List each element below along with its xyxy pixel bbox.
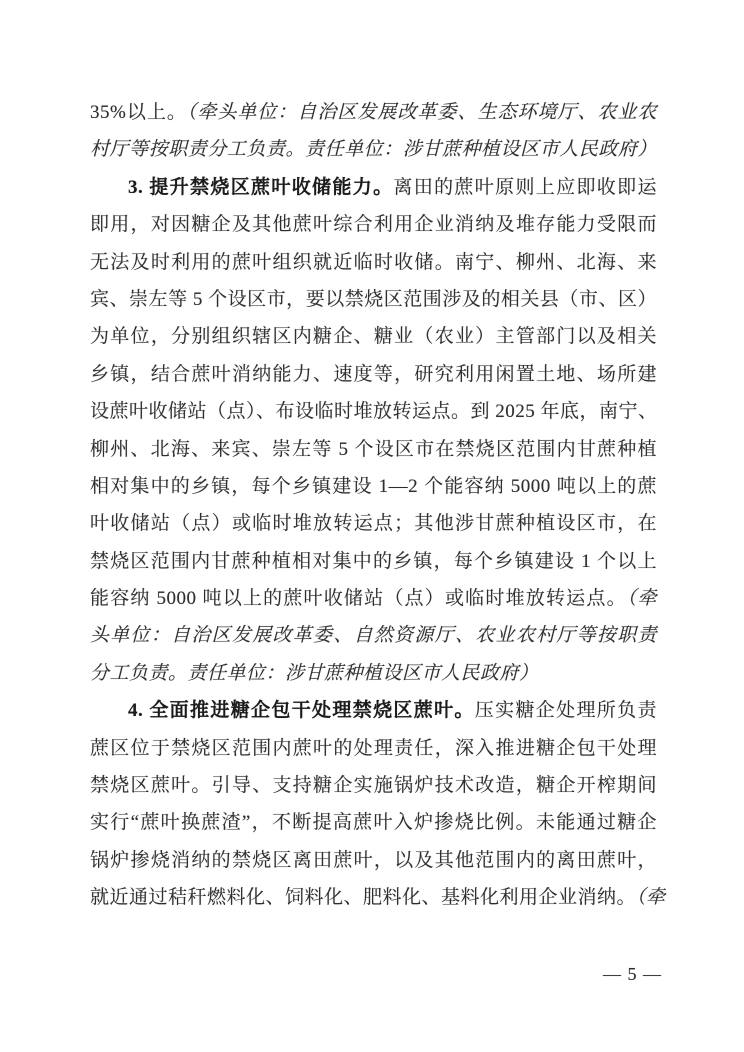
text-line xyxy=(90,804,657,841)
text-segment-body: 即用，对因糖企及其他蔗叶综合利用企业消纳及堆存能力受限而 xyxy=(90,214,657,236)
text-segment-body: 压实糖企处理所负责 xyxy=(474,700,657,722)
text-segment-body: 就近通过秸秆燃料化、饲料化、肥料化、基料化利用企业消纳。 xyxy=(90,887,637,909)
text-line xyxy=(90,94,657,131)
page-number: — 5 — xyxy=(603,964,662,984)
text-segment-kai: （牵头单位：自治区发展改革委、生态环境厅、农业农 xyxy=(186,102,657,123)
text-segment-kai: （牵 xyxy=(626,588,657,610)
text-segment-body: 乡镇，结合蔗叶消纳能力、速度等，研究利用闲置土地、场所建 xyxy=(90,363,657,385)
text-segment-kai: （牵 xyxy=(636,887,666,909)
text-line xyxy=(90,767,657,804)
text-segment-bold: 3. 提升禁烧区蔗叶收储能力。 xyxy=(128,176,394,198)
text-line xyxy=(90,393,657,430)
text-line xyxy=(90,617,657,654)
text-line xyxy=(90,655,657,692)
text-line xyxy=(90,169,657,206)
text-line xyxy=(90,318,657,355)
text-line xyxy=(90,543,657,580)
text-line xyxy=(90,281,657,318)
text-segment-kai: 分工负责。责任单位：涉甘蔗种植设区市人民政府） xyxy=(90,662,539,684)
text-segment-body: 相对集中的乡镇，每个乡镇建设 1—2 个能容纳 5000 吨以上的蔗 xyxy=(90,475,657,497)
text-line xyxy=(90,244,657,281)
text-line xyxy=(90,431,657,468)
text-line xyxy=(90,879,666,916)
text-segment-body: 柳州、北海、来宾、崇左等 5 个设区市在禁烧区范围内甘蔗种植 xyxy=(90,438,657,460)
text-segment-body: 能容纳 5000 吨以上的蔗叶收储站（点）或临时堆放转运点。 xyxy=(90,588,627,610)
text-segment-body: 为单位，分别组织辖区内糖企、糖业（农业）主管部门以及相关 xyxy=(90,326,657,348)
text-segment-body: 禁烧区范围内甘蔗种植相对集中的乡镇，每个乡镇建设 1 个以上 xyxy=(90,550,657,572)
text-line xyxy=(90,580,657,617)
text-segment-body: 叶收储站（点）或临时堆放转运点；其他涉甘蔗种植设区市，在 xyxy=(90,513,657,535)
text-segment-kai: 村厅等按职责分工负责。责任单位：涉甘蔗种植设区市人民政府） xyxy=(90,139,657,161)
text-segment-body: 宾、崇左等 5 个设区市，要以禁烧区范围涉及的相关县（市、区） xyxy=(90,288,657,310)
text-line xyxy=(90,730,657,767)
text-line xyxy=(90,692,657,729)
text-line xyxy=(90,206,657,243)
text-segment-body: 锅炉掺烧消纳的禁烧区离田蔗叶，以及其他范围内的离田蔗叶， xyxy=(90,849,657,871)
text-block xyxy=(90,94,666,917)
text-segment-body: 离田的蔗叶原则上应即收即运 xyxy=(393,176,657,198)
text-line xyxy=(90,505,657,542)
text-line xyxy=(90,842,657,879)
text-segment-bold: 4. 全面推进糖企包干处理禁烧区蔗叶。 xyxy=(128,700,475,722)
text-segment-body: 无法及时利用的蔗叶组织就近临时收储。南宁、柳州、北海、来 xyxy=(90,251,657,273)
text-segment-body: 35%以上。 xyxy=(90,102,187,123)
text-line xyxy=(90,131,657,168)
text-segment-body: 设蔗叶收储站（点）、布设临时堆放转运点。到 2025 年底，南宁、 xyxy=(90,401,658,423)
text-segment-body: 蔗区位于禁烧区范围内蔗叶的处理责任，深入推进糖企包干处理 xyxy=(90,737,657,759)
text-segment-kai: 头单位：自治区发展改革委、自然资源厅、农业农村厅等按职责 xyxy=(90,625,657,647)
text-line xyxy=(90,468,657,505)
text-segment-body: 实行“蔗叶换蔗渣”，不断提高蔗叶入炉掺烧比例。未能通过糖企 xyxy=(90,812,657,834)
text-line xyxy=(90,356,657,393)
text-segment-body: 禁烧区蔗叶。引导、支持糖企实施锅炉技术改造，糖企开榨期间 xyxy=(90,775,657,797)
